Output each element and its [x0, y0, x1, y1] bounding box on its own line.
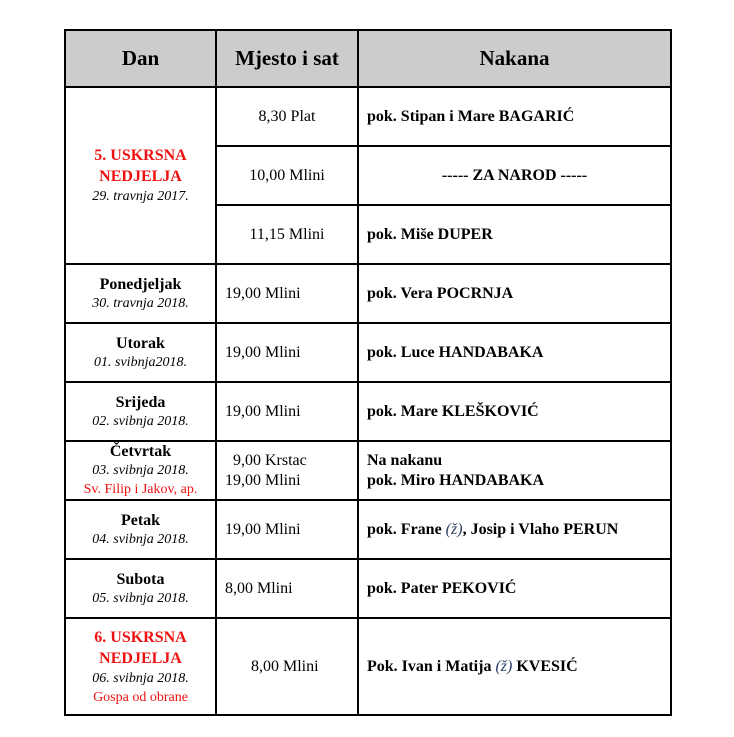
day-cell: [65, 441, 216, 500]
table-row: [65, 559, 671, 618]
intention: pok. Pater PEKOVIĆ: [358, 559, 671, 618]
day-name-2: NEDJELJA: [99, 168, 182, 185]
time-place: 19,00 Mlini: [216, 382, 358, 441]
intention: pok. Mare KLEŠKOVIĆ: [358, 382, 671, 441]
date: 30. travnja 2018.: [92, 295, 189, 311]
date: 02. svibnja 2018.: [92, 413, 189, 429]
day-name-2: NEDJELJA: [99, 649, 182, 667]
intention: [358, 441, 671, 500]
day-name: 6. USKRSNA: [94, 628, 187, 646]
header-mjesto: Mjesto i sat: [216, 30, 358, 87]
day-cell: [65, 559, 216, 618]
day-cell: [65, 323, 216, 382]
day-name: Petak: [120, 511, 161, 529]
day-name: Ponedjeljak: [99, 275, 182, 293]
intention-line-1: Na nakanu: [367, 451, 443, 469]
header-nakana: Nakana: [358, 30, 671, 87]
table-row: [65, 382, 671, 441]
intention: pok. Miše DUPER: [358, 205, 671, 264]
table-row: [65, 264, 671, 323]
feast-name: Sv. Filip i Jakov, ap.: [83, 482, 198, 497]
feast-name: Gospa od obrane: [93, 689, 188, 705]
intention: [358, 500, 671, 559]
intention: pok. Luce HANDABAKA: [358, 323, 671, 382]
time-place: 19,00 Mlini: [216, 264, 358, 323]
time-place: 11,15 Mlini: [216, 205, 358, 264]
intention-part-2: KVESIĆ: [512, 657, 578, 675]
time-place: 8,30 Plat: [216, 87, 358, 146]
table-row: [65, 323, 671, 382]
day-name: 5. USKRSNA: [94, 147, 187, 164]
intention: [358, 618, 671, 715]
table-row: [65, 441, 671, 500]
intention-part-1: pok. Frane: [367, 520, 446, 538]
day-cell: [65, 264, 216, 323]
time-place: 10,00 Mlini: [216, 146, 358, 205]
time-place-1: 9,00 Krstac: [233, 451, 307, 469]
intention-line-2: pok. Miro HANDABAKA: [367, 471, 545, 489]
table-row: [65, 87, 671, 146]
female-marker: (ž): [445, 520, 463, 538]
time-place: 19,00 Mlini: [216, 500, 358, 559]
table-row: [65, 500, 671, 559]
intention: pok. Stipan i Mare BAGARIĆ: [358, 87, 671, 146]
day-name: Srijeda: [115, 393, 166, 411]
date: 03. svibnja 2018.: [92, 463, 189, 478]
date: 05. svibnja 2018.: [92, 590, 189, 606]
day-cell: [65, 87, 216, 264]
time-place: 8,00 Mlini: [216, 618, 358, 715]
date: 01. svibnja2018.: [94, 354, 187, 370]
intention: ----- ZA NAROD -----: [358, 146, 671, 205]
date: 04. svibnja 2018.: [92, 531, 189, 547]
day-cell: [65, 382, 216, 441]
intention-part-2: , Josip i Vlaho PERUN: [462, 520, 619, 538]
day-cell: [65, 500, 216, 559]
header-dan: Dan: [65, 30, 216, 87]
date: 06. svibnja 2018.: [92, 670, 189, 686]
day-name: Četvrtak: [109, 443, 172, 460]
table-row: [65, 618, 671, 715]
day-name: Utorak: [116, 334, 165, 352]
mass-schedule-table: [64, 29, 672, 716]
time-place-2: 19,00 Mlini: [225, 471, 301, 489]
header-row: [65, 30, 671, 87]
time-place: 19,00 Mlini: [216, 323, 358, 382]
intention-part-1: Pok. Ivan i Matija: [367, 657, 496, 675]
day-name: Subota: [116, 570, 165, 588]
intention: pok. Vera POCRNJA: [358, 264, 671, 323]
date: 29. travnja 2017.: [92, 189, 189, 204]
day-cell: [65, 618, 216, 715]
female-marker: (ž): [495, 657, 513, 675]
time-place: [216, 441, 358, 500]
time-place: 8,00 Mlini: [216, 559, 358, 618]
